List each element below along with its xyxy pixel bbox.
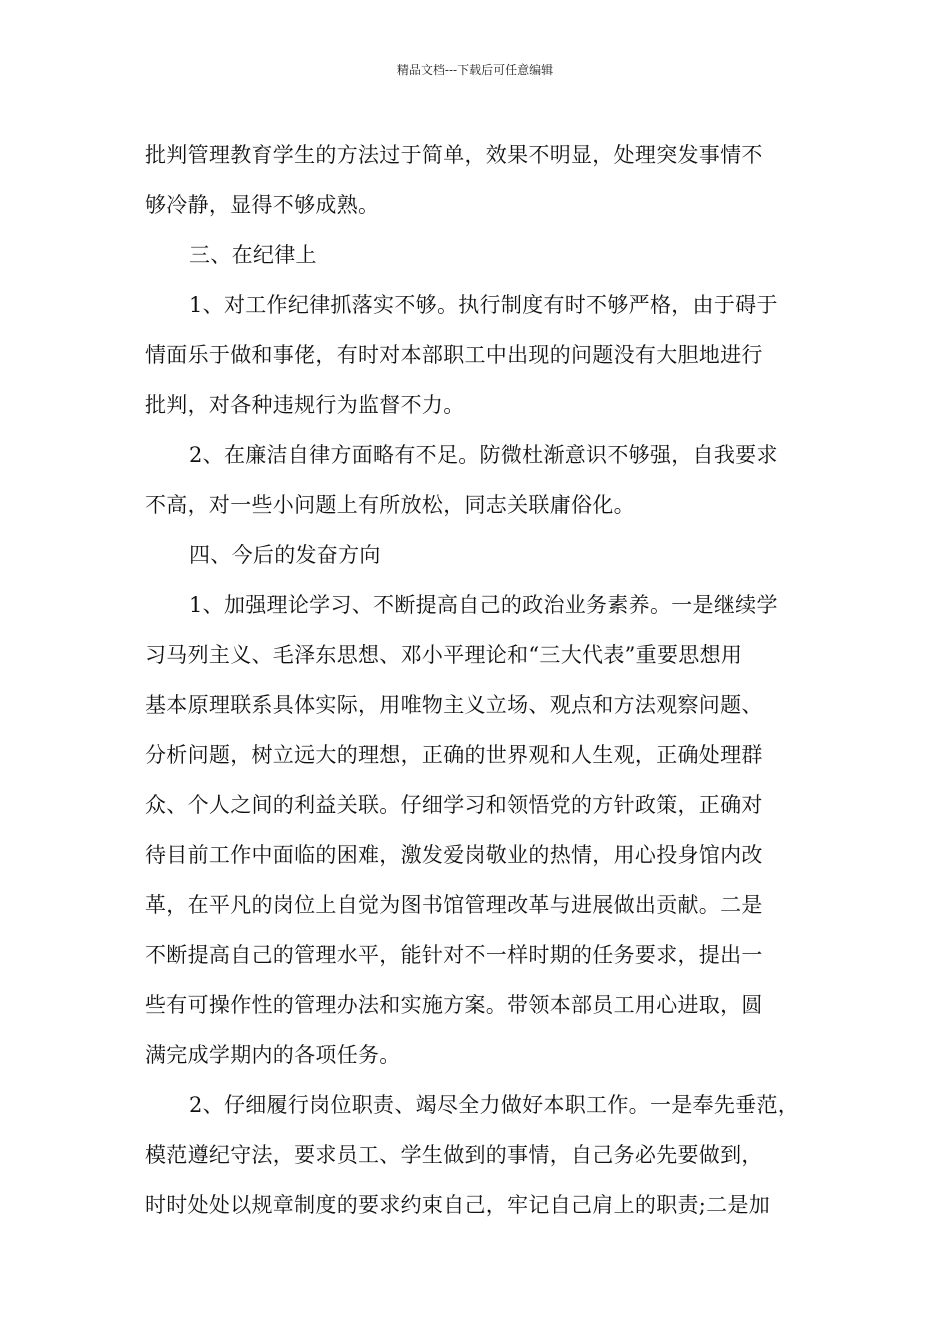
text-line: 2、在廉洁自律方面略有不足。防微杜渐意识不够强，自我要求 [189, 443, 778, 467]
section-heading: 三、在纪律上 [189, 243, 317, 267]
text-line: 习马列主义、毛泽东思想、邓小平理论和“三大代表”重要思想用 [145, 643, 743, 667]
text-line: 批判管理教育学生的方法过于简单，效果不明显，处理突发事情不 [145, 143, 763, 167]
text-line: 不断提高自己的管理水平，能针对不一样时期的任务要求，提出一 [145, 943, 763, 967]
text-line: 1、加强理论学习、不断提高自己的政治业务素养。一是继续学 [189, 593, 778, 617]
page-header: 精品文档---下载后可任意编辑 [396, 63, 554, 77]
text-line: 够冷静，显得不够成熟。 [145, 193, 380, 217]
document-body [145, 130, 815, 1230]
text-line: 待目前工作中面临的困难，激发爱岗敬业的热情，用心投身馆内改 [145, 843, 763, 867]
text-line: 批判，对各种违规行为监督不力。 [145, 393, 465, 417]
section-heading: 四、今后的发奋方向 [189, 543, 381, 567]
text-line: 些有可操作性的管理办法和实施方案。带领本部员工用心进取，圆 [145, 993, 763, 1017]
text-line: 情面乐于做和事佬，有时对本部职工中出现的问题没有大胆地进行 [145, 343, 763, 367]
text-line: 革，在平凡的岗位上自觉为图书馆管理改革与进展做出贡献。二是 [145, 893, 763, 917]
text-line: 时时处处以规章制度的要求约束自己，牢记自己肩上的职责;二是加 [145, 1193, 771, 1217]
text-line: 分析问题，树立远大的理想，正确的世界观和人生观，正确处理群 [145, 743, 763, 767]
text-line: 1、对工作纪律抓落实不够。执行制度有时不够严格，由于碍于 [189, 293, 778, 317]
text-line: 不高，对一些小问题上有所放松，同志关联庸俗化。 [145, 493, 635, 517]
text-line: 众、个人之间的利益关联。仔细学习和领悟党的方针政策，正确对 [145, 793, 763, 817]
text-line: 基本原理联系具体实际，用唯物主义立场、观点和方法观察问题、 [145, 693, 763, 717]
text-line: 模范遵纪守法，要求员工、学生做到的事情，自己务必先要做到， [145, 1143, 763, 1167]
text-line: 2、仔细履行岗位职责、竭尽全力做好本职工作。一是奉先垂范， [189, 1093, 800, 1117]
text-line: 满完成学期内的各项任务。 [145, 1043, 401, 1067]
